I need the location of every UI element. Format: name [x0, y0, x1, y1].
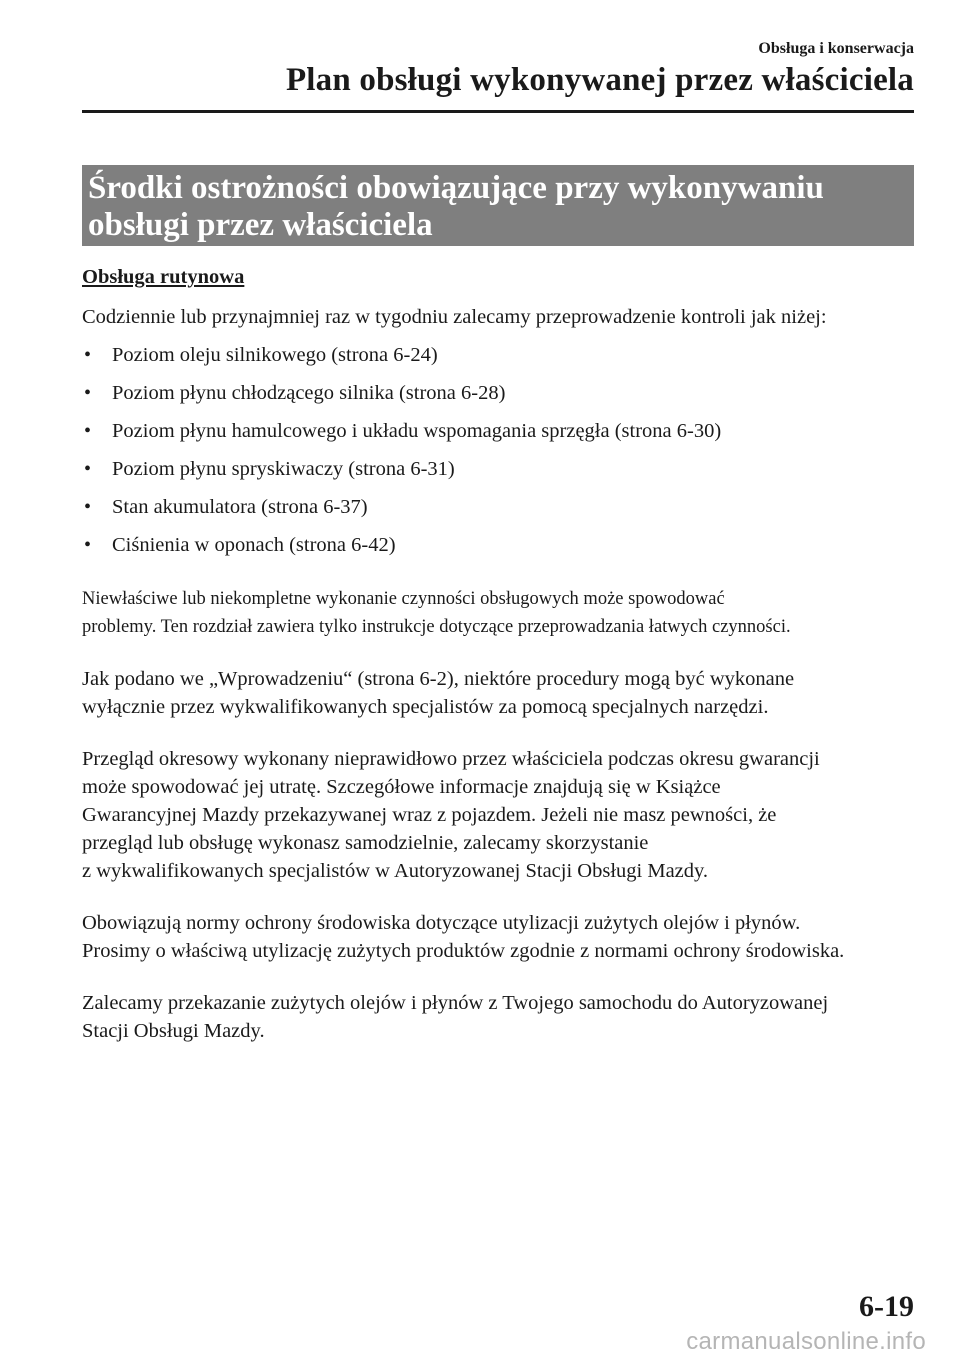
page-number: 6-19 [859, 1290, 914, 1323]
list-item [82, 493, 922, 521]
list-item [82, 379, 922, 407]
section-title-banner: Środki ostrożności obowiązujące przy wykonywaniu obsługi przez właściciela [82, 165, 914, 246]
chapter-label: Obsługa i konserwacja [758, 40, 914, 57]
page-content [82, 263, 922, 1069]
list-item-text: Ciśnienia w oponach (strona 6-42) [112, 534, 396, 556]
list-item-text: Poziom oleju silnikowego (strona 6-24) [112, 344, 438, 366]
list-item-text: Stan akumulatora (strona 6-37) [112, 496, 368, 518]
paragraph-warning-scope: Niewłaściwe lub niekompletne wykonanie czynności obsługowych może spowodować problemy. Ten rozdział zawiera tylko instrukcje dotyczące przeprowadzania łatwych czynności. [82, 589, 791, 637]
bullet-icon: • [84, 496, 92, 518]
header-divider [82, 110, 914, 113]
list-item [82, 341, 922, 369]
paragraph-environment: Obowiązują normy ochrony środowiska dotyczące utylizacji zużytych olejów i płynów. Prosimy o właściwą utylizację zużytych produktów zgodnie z normami ochrony środowiska. [82, 912, 845, 962]
bullet-icon: • [84, 382, 92, 404]
bullet-icon: • [84, 344, 92, 366]
list-item [82, 417, 922, 445]
paragraph-disposal: Zalecamy przekazanie zużytych olejów i płynów z Twojego samochodu do Autoryzowanej Stacji Obsługi Mazdy. [82, 992, 829, 1042]
watermark: carmanualsonline.info [686, 1328, 926, 1355]
paragraph-warranty: Przegląd okresowy wykonany nieprawidłowo przez właściciela podczas okresu gwarancji może spowodować jej utratę. Szczegółowe informacje znajdują się w Książce Gwarancyjnej Mazdy przekazywanej wraz z pojazdem. Jeżeli nie masz pewności, że przegląd lub obsługę wykonasz samodzielnie, zalecamy skorzystanie z wykwalifikowanych specjalistów w Autoryzowanej Stacji Obsługi Mazdy. [82, 748, 820, 882]
subheading: Obsługa rutynowa [82, 266, 245, 288]
page-header-title: Plan obsługi wykonywanej przez właściciela [285, 62, 914, 98]
bullet-icon: • [84, 420, 92, 442]
bullet-icon: • [84, 534, 92, 556]
list-item-text: Poziom płynu spryskiwaczy (strona 6-31) [112, 458, 455, 480]
bullet-icon: • [84, 458, 92, 480]
check-list [82, 341, 922, 559]
list-item [82, 455, 922, 483]
intro-text: Codziennie lub przynajmniej raz w tygodniu zalecamy przeprowadzenie kontroli jak niżej: [82, 306, 827, 328]
list-item-text: Poziom płynu hamulcowego i układu wspomagania sprzęgła (strona 6-30) [112, 420, 722, 442]
list-item-text: Poziom płynu chłodzącego silnika (strona 6-28) [112, 382, 506, 404]
paragraph-specialists: Jak podano we „Wprowadzeniu“ (strona 6-2), niektóre procedury mogą być wykonane wyłącznie przez wykwalifikowanych specjalistów za pomocą specjalnych narzędzi. [82, 668, 795, 718]
list-item [82, 531, 922, 559]
